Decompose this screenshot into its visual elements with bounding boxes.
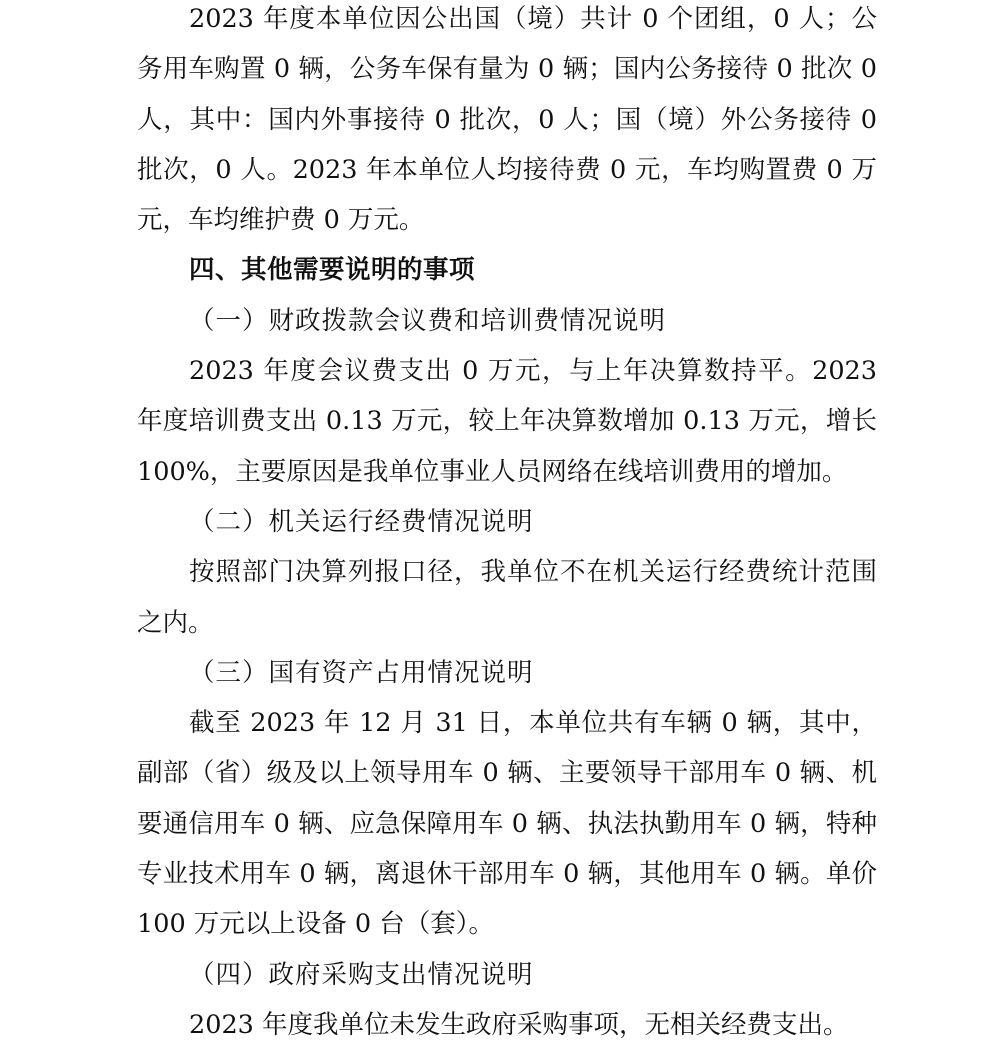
subsection-2-title: （二）机关运行经费情况说明	[189, 506, 534, 537]
subsection-3-title: （三）国有资产占用情况说明	[189, 657, 534, 688]
subsection-4-body: 2023 年度我单位未发生政府采购事项，无相关经费支出。	[189, 1009, 849, 1040]
subsection-3-body: 截至 2023 年 12 月 31 日，本单位共有车辆 0 辆，其中，副部（省）级及以上领导用车 0 辆、主要领导干部用车 0 辆、机要通信用车 0 辆、应急保障用车 0 辆、执法执勤用车 0 辆，特种专业技术用车 0 辆，离退休干部用车 0 辆，其他用车 0 辆。单价 100 万元以上设备 0 台（套）。	[137, 708, 877, 940]
subsection-2-body: 按照部门决算列报口径，我单位不在机关运行经费统计范围之内。	[137, 557, 877, 638]
document-page	[137, 0, 877, 1050]
subsection-4-title: （四）政府采购支出情况说明	[189, 959, 534, 990]
subsection-1-body: 2023 年度会议费支出 0 万元，与上年决算数持平。2023 年度培训费支出 0.13 万元，较上年决算数增加 0.13 万元，增长 100%，主要原因是我单位事业人员网络在线培训费用的增加。	[137, 356, 877, 487]
paragraph-vehicles-reception: 2023 年度本单位因公出国（境）共计 0 个团组，0 人；公务用车购置 0 辆，公务车保有量为 0 辆；国内公务接待 0 批次 0 人，其中：国内外事接待 0 批次，0 人；国（境）外公务接待 0 批次，0 人。2023 年本单位人均接待费 0 元，车均购置费 0 万元，车均维护费 0 万元。	[137, 4, 877, 236]
section-four-title: 四、其他需要说明的事项	[189, 255, 476, 286]
subsection-1-title: （一）财政拨款会议费和培训费情况说明	[189, 305, 667, 336]
